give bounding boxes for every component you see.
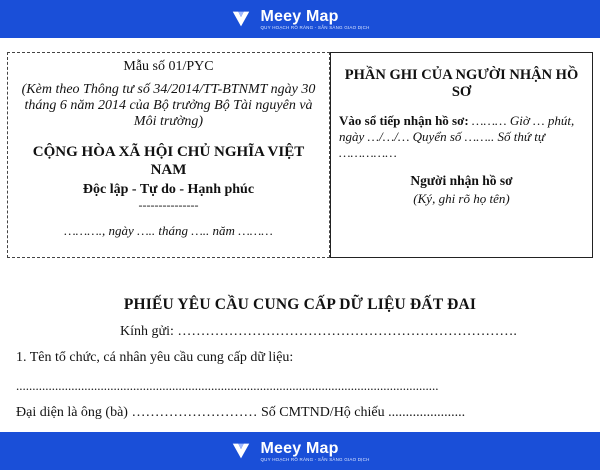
brand-name: Meey Map	[260, 7, 339, 25]
header-left-box	[7, 52, 330, 258]
bottom-banner	[0, 432, 600, 470]
item1-label: 1. Tên tổ chức, cá nhân yêu cầu cung cấp dữ liệu:	[16, 350, 294, 365]
meey-map-logo-icon	[230, 8, 252, 30]
receiver-label: Người nhận hồ sơ	[410, 173, 513, 188]
salutation-line: Kính gửi: ……………………………………………………………….	[120, 324, 517, 339]
document-page	[0, 38, 600, 432]
brand-name: Meey Map	[260, 439, 339, 457]
representative-line: Đại diện là ông (bà) ……………………… Số CMTND/Hộ chiếu ......................	[16, 405, 466, 420]
date-line: ………., ngày ….. tháng ….. năm ………	[64, 223, 273, 238]
receipt-title: PHẦN GHI CỦA NGƯỜI NHẬN HỒ SƠ	[344, 67, 579, 100]
brand-logo-bottom[interactable]	[230, 440, 369, 463]
separator-line: ---------------	[138, 198, 199, 212]
meey-map-logo-icon	[230, 440, 252, 462]
register-detail: ……… Giờ … phút, ngày …/…/… Quyển số …….. Số thứ tự ……………	[339, 113, 575, 160]
register-label: Vào sổ tiếp nhận hồ sơ:	[339, 113, 469, 128]
brand-tagline: QUY HOẠCH RÕ RÀNG - SẴN SÀNG GIAO DỊCH	[260, 456, 370, 462]
receipt-box	[330, 52, 593, 258]
receiver-note: (Ký, ghi rõ họ tên)	[413, 191, 510, 206]
brand-tagline: QUY HOẠCH RÕ RÀNG - SẴN SÀNG GIAO DỊCH	[260, 24, 370, 30]
top-banner	[0, 0, 600, 38]
country-name: CỘNG HÒA XÃ HỘI CHỦ NGHĨA VIỆT NAM	[32, 144, 305, 178]
request-title: PHIẾU YÊU CẦU CUNG CẤP DỮ LIỆU ĐẤT ĐAI	[123, 296, 477, 313]
attachment-note: (Kèm theo Thông tư số 34/2014/TT-BTNMT ngày 30 tháng 6 năm 2014 của Bộ trưởng Bộ Tài nguyên và Môi trường)	[21, 82, 316, 129]
register-info	[331, 113, 592, 161]
form-number: Mẫu số 01/PYC	[123, 59, 214, 74]
brand-logo[interactable]	[230, 8, 369, 31]
national-motto: Độc lập - Tự do - Hạnh phúc	[82, 182, 255, 197]
item1-dots: ..................................................................................................................................	[16, 378, 439, 393]
